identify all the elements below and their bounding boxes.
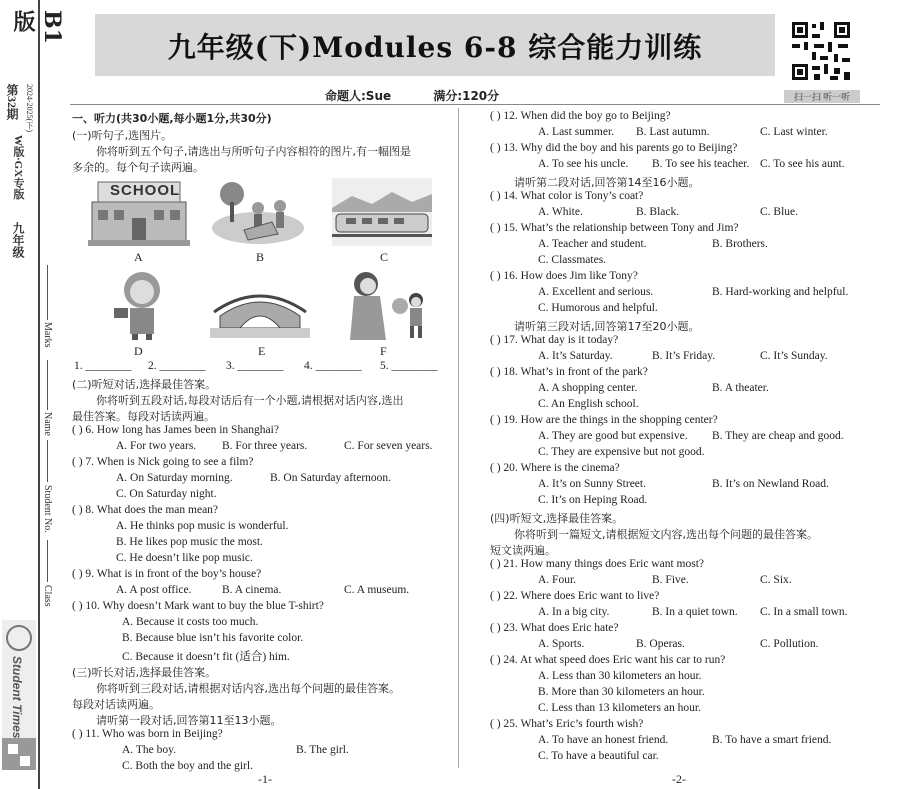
class-line [47, 540, 48, 582]
question-15-option-a: A. Teacher and student. [538, 238, 647, 250]
part4-title: (四)听短文,选择最佳答案。 [490, 512, 624, 525]
name-line [47, 360, 48, 410]
giving-flowers-image [344, 268, 432, 340]
question-23-option-b: B. Operas. [636, 638, 685, 650]
picture-e [210, 282, 310, 338]
qr-code-icon [790, 20, 852, 82]
question-23-option-c: C. Pollution. [760, 638, 819, 650]
question-22-option-c: C. In a small town. [760, 606, 848, 618]
question-24: ( ) 24. At what speed does Eric want his car to run? [490, 654, 726, 666]
question-13: ( ) 13. Why did the boy and his parents go to Beijing? [490, 142, 738, 154]
edition-label: B1版 [10, 10, 65, 44]
question-14-option-a: A. White. [538, 206, 583, 218]
question-6-option-b: B. For three years. [222, 440, 308, 452]
question-9-option-c: C. A museum. [344, 584, 410, 596]
question-20-option-c: C. It’s on Heping Road. [538, 494, 648, 506]
answer-blank-1[interactable]: 1. ________ [74, 360, 132, 372]
question-10-option-c: C. Because it doesn’t fit (适合) him. [122, 651, 290, 663]
part1-title: (一)听句子,选图片。 [72, 129, 173, 142]
picture-label-e: E [258, 344, 266, 358]
bridge-image [210, 282, 310, 338]
question-15-option-b: B. Brothers. [712, 238, 768, 250]
question-18-option-c: C. An English school. [538, 398, 639, 410]
question-25-option-c: C. To have a beautiful car. [538, 750, 659, 762]
question-21-option-b: B. Five. [652, 574, 689, 586]
question-13-option-a: A. To see his uncle. [538, 158, 629, 170]
question-9-option-a: A. A post office. [116, 584, 192, 596]
question-8-option-a: A. He thinks pop music is wonderful. [116, 520, 289, 532]
picture-a [88, 178, 190, 246]
question-12-option-c: C. Last winter. [760, 126, 828, 138]
picture-c [332, 178, 432, 246]
question-19-option-c: C. They are expensive but not good. [538, 446, 705, 458]
full-score-label: 满分:120分 [433, 89, 500, 103]
edition-badge [2, 6, 65, 50]
picture-label-d: D [134, 344, 143, 358]
picture-b [208, 178, 308, 246]
part3-instruction-1: 你将听到三段对话,请根据对话内容,选出每个问题的最佳答案。 [96, 682, 400, 695]
header-rule [70, 104, 880, 105]
question-14-option-c: C. Blue. [760, 206, 799, 218]
question-11: ( ) 11. Who was born in Beijing? [72, 728, 223, 740]
picture-d [106, 268, 174, 340]
part2-instruction-2: 最佳答案。每段对话读两遍。 [72, 410, 215, 423]
question-24-option-b: B. More than 30 kilometers an hour. [538, 686, 705, 698]
question-16-option-a: A. Excellent and serious. [538, 286, 654, 298]
question-25-option-b: B. To have a smart friend. [712, 734, 832, 746]
family-picnic-image [208, 178, 308, 246]
question-7-option-c: C. On Saturday night. [116, 488, 217, 500]
question-20: ( ) 20. Where is the cinema? [490, 462, 620, 474]
part2-instruction-1: 你将听到五段对话,每段对话后有一个小题,请根据对话内容,选出 [96, 394, 404, 407]
question-17-option-c: C. It’s Sunday. [760, 350, 828, 362]
question-6-option-a: A. For two years. [116, 440, 197, 452]
year-label: 2024-2025(下) [25, 84, 34, 132]
question-22-option-b: B. In a quiet town. [652, 606, 738, 618]
question-21: ( ) 21. How many things does Eric want most? [490, 558, 704, 570]
question-9-option-b: B. A cinema. [222, 584, 282, 596]
question-17: ( ) 17. What day is it today? [490, 334, 619, 346]
issue-label: 第32期 [5, 84, 19, 120]
picture-label-a: A [134, 250, 143, 264]
question-15: ( ) 15. What’s the relationship between Tony and Jim? [490, 222, 739, 234]
column-divider [458, 108, 459, 768]
student-no-line [47, 440, 48, 482]
question-18-option-a: A. A shopping center. [538, 382, 638, 394]
page-title: 九年级(下)Modules 6-8 综合能力训练 [167, 31, 703, 64]
question-14: ( ) 14. What color is Tony’s coat? [490, 190, 644, 202]
question-22: ( ) 22. Where does Eric want to live? [490, 590, 660, 602]
question-12-option-b: B. Last autumn. [636, 126, 710, 138]
question-13-option-b: B. To see his teacher. [652, 158, 750, 170]
page-number-right: -2- [672, 772, 686, 786]
question-24-option-a: A. Less than 30 kilometers an hour. [538, 670, 702, 682]
train-image [332, 178, 432, 246]
question-20-option-a: A. It’s on Sunny Street. [538, 478, 646, 490]
question-24-option-c: C. Less than 13 kilometers an hour. [538, 702, 701, 714]
question-7-option-a: A. On Saturday morning. [116, 472, 233, 484]
school-sign: SCHOOL [110, 182, 181, 199]
question-13-option-c: C. To see his aunt. [760, 158, 845, 170]
question-25-option-a: A. To have an honest friend. [538, 734, 669, 746]
question-14-option-b: B. Black. [636, 206, 680, 218]
question-12: ( ) 12. When did the boy go to Beijing? [490, 110, 671, 122]
question-18-option-b: B. A theater. [712, 382, 769, 394]
brand-logo [2, 620, 36, 770]
qr-caption: 扫一扫 听一听 [784, 90, 860, 103]
grade-label: 九年级 [11, 222, 25, 258]
question-12-option-a: A. Last summer. [538, 126, 615, 138]
question-11-option-b: B. The girl. [296, 744, 349, 756]
question-6: ( ) 6. How long has James been in Shanghai? [72, 424, 279, 436]
question-9: ( ) 9. What is in front of the boy’s house? [72, 568, 262, 580]
section-listening: 一、听力(共30小题,每小题1分,共30分) [72, 112, 272, 125]
girl-reporter-image [106, 268, 174, 340]
question-21-option-a: A. Four. [538, 574, 577, 586]
dialogue-2-note: 请听第二段对话,回答第14至16小题。 [514, 176, 700, 189]
answer-blank-4[interactable]: 4. ________ [304, 360, 362, 372]
question-8: ( ) 8. What does the man mean? [72, 504, 219, 516]
question-11-option-a: A. The boy. [122, 744, 176, 756]
part3-title: (三)听长对话,选择最佳答案。 [72, 666, 217, 679]
answer-blank-3[interactable]: 3. ________ [226, 360, 284, 372]
question-18: ( ) 18. What’s in front of the park? [490, 366, 648, 378]
question-16: ( ) 16. How does Jim like Tony? [490, 270, 638, 282]
question-21-option-c: C. Six. [760, 574, 792, 586]
question-10-option-a: A. Because it costs too much. [122, 616, 259, 628]
question-19-option-b: B. They are cheap and good. [712, 430, 844, 442]
dialogue-3-note: 请听第三段对话,回答第17至20小题。 [514, 320, 700, 333]
picture-f [344, 268, 432, 340]
question-8-option-c: C. He doesn’t like pop music. [116, 552, 253, 564]
question-17-option-a: A. It’s Saturday. [538, 350, 613, 362]
question-23-option-a: A. Sports. [538, 638, 585, 650]
question-15-option-c: C. Classmates. [538, 254, 607, 266]
question-23: ( ) 23. What does Eric hate? [490, 622, 619, 634]
part1-instruction-2: 多余的。每个句子读两遍。 [72, 161, 204, 174]
question-10: ( ) 10. Why doesn’t Mark want to buy the blue T-shirt? [72, 600, 324, 612]
qr-code[interactable] [790, 20, 852, 82]
part4-instruction-1: 你将听到一篇短文,请根据短文内容,选出每个问题的最佳答案。 [514, 528, 818, 541]
question-17-option-b: B. It’s Friday. [652, 350, 716, 362]
author-label: 命题人:Sue [325, 89, 392, 103]
page-number-left: -1- [258, 772, 272, 786]
question-7: ( ) 7. When is Nick going to see a film? [72, 456, 254, 468]
part4-instruction-2: 短文读两遍。 [490, 544, 556, 557]
name-label: Name [42, 412, 53, 436]
question-11-option-c: C. Both the boy and the girl. [122, 760, 253, 772]
student-no-label: Student No. [42, 485, 53, 533]
question-20-option-b: B. It’s on Newland Road. [712, 478, 829, 490]
part1-instruction-1: 你将听到五个句子,请选出与所听句子内容相符的图片,有一幅图是 [96, 145, 411, 158]
brand-name: Student Times [10, 656, 24, 739]
question-16-option-b: B. Hard-working and helpful. [712, 286, 849, 298]
class-label: Class [42, 585, 53, 607]
marks-line [47, 265, 48, 320]
picture-label-c: C [380, 250, 389, 264]
question-19-option-a: A. They are good but expensive. [538, 430, 688, 442]
page-spine [0, 0, 65, 789]
question-6-option-c: C. For seven years. [344, 440, 433, 452]
question-25: ( ) 25. What’s Eric’s fourth wish? [490, 718, 644, 730]
question-19: ( ) 19. How are the things in the shopping center? [490, 414, 718, 426]
picture-label-f: F [380, 344, 387, 358]
question-16-option-c: C. Humorous and helpful. [538, 302, 658, 314]
part3-instruction-2: 每段对话读两遍。 [72, 698, 160, 711]
answer-blank-5[interactable]: 5. ________ [380, 360, 438, 372]
version-label: W版·GX专版 [12, 135, 24, 200]
picture-label-b: B [256, 250, 265, 264]
title-banner [95, 14, 775, 76]
question-7-option-b: B. On Saturday afternoon. [270, 472, 392, 484]
exam-meta [325, 87, 537, 104]
part2-title: (二)听短对话,选择最佳答案。 [72, 378, 217, 391]
answer-blank-2[interactable]: 2. ________ [148, 360, 206, 372]
marks-label: Marks [42, 322, 53, 348]
question-22-option-a: A. In a big city. [538, 606, 610, 618]
spine-rule [38, 0, 40, 789]
question-8-option-b: B. He likes pop music the most. [116, 536, 263, 548]
question-10-option-b: B. Because blue isn’t his favorite color. [122, 632, 304, 644]
part3-dialogue-1-note: 请听第一段对话,回答第11至13小题。 [96, 714, 282, 727]
